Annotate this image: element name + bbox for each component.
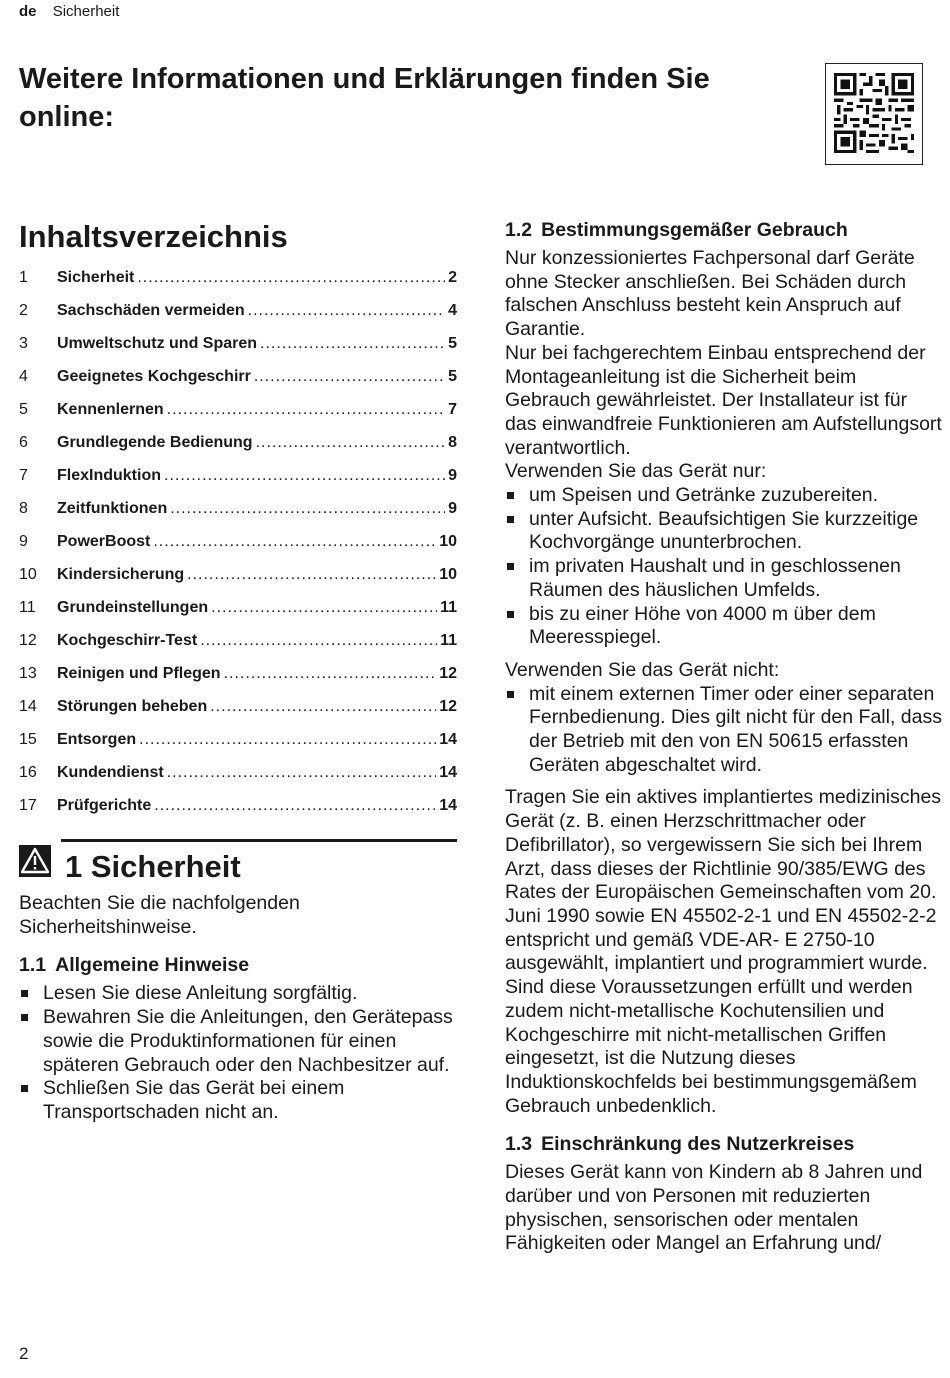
toc-entry-page: 7 — [448, 401, 457, 418]
toc-entry-page: 14 — [439, 731, 457, 748]
toc-leader — [256, 434, 446, 452]
toc-leader — [187, 566, 436, 584]
toc-entry[interactable] — [19, 533, 457, 566]
section-number: 1.1 — [19, 954, 47, 977]
toc-entry[interactable] — [19, 434, 457, 467]
left-column — [19, 218, 457, 1125]
paragraph: Dieses Gerät kann von Kindern ab 8 Jahren und darüber und von Personen mit reduzierten physischen, sensorischen oder mentalen Fähigkeiten oder Mangel an Erfahrung und/ — [505, 1161, 923, 1255]
toc-entry-label: PowerBoost — [57, 533, 151, 550]
list-item: Schließen Sie das Gerät bei einem Transportschaden nicht an. — [19, 1077, 457, 1124]
toc-entry-label: Kennenlernen — [57, 401, 164, 418]
toc-entry-label: Sicherheit — [57, 269, 135, 286]
toc-entry-page: 10 — [439, 533, 457, 550]
toc-entry[interactable] — [19, 302, 457, 335]
toc-entry-label: Sachschäden vermeiden — [57, 302, 245, 319]
toc-entry-page: 9 — [448, 467, 457, 484]
toc-entry[interactable] — [19, 467, 457, 500]
toc-entry-number: 3 — [19, 335, 28, 352]
toc-entry-label: Geeignetes Kochgeschirr — [57, 368, 251, 385]
toc-entry-page: 12 — [439, 698, 457, 715]
toc-entry-number: 9 — [19, 533, 28, 550]
toc-leader — [137, 269, 445, 287]
toc-entry[interactable] — [19, 698, 457, 731]
toc-entry[interactable] — [19, 500, 457, 533]
qr-code-icon — [825, 63, 923, 165]
section-heading-1-3 — [505, 1132, 942, 1156]
toc-entry-page: 11 — [440, 632, 457, 649]
language-code: de — [19, 3, 37, 20]
toc-entry-page: 14 — [439, 797, 457, 814]
toc-entry-number: 12 — [19, 632, 37, 649]
toc-entry-number: 15 — [19, 731, 37, 748]
toc-entry[interactable] — [19, 269, 457, 302]
chapter-title: 1 Sicherheit — [65, 849, 241, 884]
toc-leader — [167, 401, 445, 419]
toc-leader — [153, 533, 436, 551]
paragraph: Verwenden Sie das Gerät nur: — [505, 460, 767, 483]
toc-entry-page: 9 — [448, 500, 457, 517]
list-item: Bewahren Sie die Anleitungen, den Gerätepass sowie die Produktinformationen für einen späteren Gebrauch oder den Nachbesitzer auf. — [19, 1006, 457, 1077]
toc-entry-number: 1 — [19, 269, 28, 286]
online-info-heading: Weitere Informationen und Erklärungen finden Sie online: — [19, 63, 710, 133]
toc-entry-page: 10 — [439, 566, 457, 583]
toc-leader — [254, 368, 445, 386]
toc-leader — [164, 467, 445, 485]
section-number: 1.3 — [505, 1133, 533, 1156]
toc-entry-page: 5 — [448, 368, 457, 385]
toc-leader — [139, 731, 436, 749]
chapter-heading — [61, 839, 457, 892]
paragraph: Verwenden Sie das Gerät nicht: — [505, 658, 780, 681]
general-notes-list — [19, 982, 457, 1124]
toc-entry-number: 8 — [19, 500, 28, 517]
toc-entry-page: 5 — [448, 335, 457, 352]
warning-triangle-icon — [19, 845, 51, 882]
toc-entry[interactable] — [19, 797, 457, 830]
toc-entry-label: Grundeinstellungen — [57, 599, 209, 616]
toc-entry-number: 2 — [19, 302, 28, 319]
toc-entry-label: Prüfgerichte — [57, 797, 152, 814]
section-name: Sicherheit — [52, 3, 120, 20]
toc-title: Inhaltsverzeichnis — [19, 219, 288, 254]
right-column — [505, 218, 942, 1256]
chapter-intro: Beachten Sie die nachfolgenden Sicherheitshinweise. — [19, 892, 300, 938]
toc-entry-label: Störungen beheben — [57, 698, 208, 715]
toc-leader — [170, 500, 445, 518]
toc-leader — [200, 632, 437, 650]
toc-entry-label: Kundendienst — [57, 764, 164, 781]
toc-entry-label: Kindersicherung — [57, 566, 185, 583]
toc-entry-number: 17 — [19, 797, 37, 814]
toc-leader — [260, 335, 445, 353]
section-heading-1-2 — [505, 218, 942, 242]
toc-entry-label: Umweltschutz und Sparen — [57, 335, 258, 352]
page-header — [19, 3, 119, 20]
paragraph: Tragen Sie ein aktives implantiertes medizinisches Gerät (z. B. einen Herzschrittmacher oder Defibrillator), so vergewissern Sie sich bei Ihrem Arzt, dass dieses der Richtlinie 90/385/EWG des Rates der Europäischen Gemeinschaften vom 20. Juni 1990 sowie EN 45502-2-1 und EN 45502-2-2 entspricht und gemäß VDE-AR- E 2750-10 ausgewählt, implantiert und programmiert wurde. Sind diese Voraussetzungen erfüllt und werden zudem nicht-metallische Kochutensilien und Kochgeschirre mit nicht-metallischen Griffen eingesetzt, ist die Nutzung dieses Induktionskochfelds bei bestimmungsgemäßem Gebrauch unbedenklich. — [505, 786, 942, 1117]
permitted-use-list — [505, 484, 942, 650]
paragraph: Nur konzessioniertes Fachpersonal darf Geräte ohne Stecker anschließen. Bei Schäden durch falschen Anschluss besteht kein Anspruch auf Garantie. — [505, 247, 915, 341]
toc-entry-page: 2 — [448, 269, 457, 286]
section-number: 1.2 — [505, 219, 533, 241]
toc-leader — [210, 698, 436, 716]
toc-entry-page: 11 — [440, 599, 457, 616]
list-item: bis zu einer Höhe von 4000 m über dem Meeresspiegel. — [505, 603, 942, 650]
toc-entry-page: 14 — [439, 764, 457, 781]
toc-entry-label: Kochgeschirr-Test — [57, 632, 198, 649]
toc-entry-number: 7 — [19, 467, 28, 484]
toc-entry-label: Entsorgen — [57, 731, 137, 748]
list-item: um Speisen und Getränke zuzubereiten. — [505, 484, 942, 508]
section-title: Bestimmungsgemäßer Gebrauch — [541, 219, 848, 241]
paragraph: Nur bei fachgerechtem Einbau entsprechend der Montageanleitung ist die Sicherheit beim Gebrauch gewährleistet. Der Installateur ist für das einwandfreie Funktionieren am Aufstellungsort verantwortlich. — [505, 341, 942, 459]
toc-entry[interactable] — [19, 731, 457, 764]
section-title: Einschränkung des Nutzerkreises — [541, 1133, 855, 1156]
toc-leader — [211, 599, 437, 617]
toc-leader — [224, 665, 437, 683]
toc-entry-label: FlexInduktion — [57, 467, 161, 484]
toc-entry-number: 16 — [19, 764, 37, 781]
toc-list — [19, 269, 457, 830]
toc-entry[interactable] — [19, 566, 457, 599]
toc-entry-number: 6 — [19, 434, 28, 451]
toc-entry-number: 5 — [19, 401, 28, 418]
toc-entry[interactable] — [19, 335, 457, 368]
list-item: mit einem externen Timer oder einer separaten Fernbedienung. Dies gilt nicht für den Fall, dass der Betrieb mit den von EN 50615 erfassten Geräten abgeschaltet wird. — [505, 683, 942, 778]
page-number: 2 — [19, 1344, 29, 1363]
toc-entry-number: 4 — [19, 368, 28, 385]
toc-leader — [167, 764, 437, 782]
toc-entry-number: 13 — [19, 665, 37, 682]
toc-entry[interactable] — [19, 368, 457, 401]
toc-entry-number: 11 — [19, 599, 36, 616]
list-item: unter Aufsicht. Beaufsichtigen Sie kurzzeitige Kochvorgänge ununterbrochen. — [505, 508, 942, 555]
toc-entry-number: 14 — [19, 698, 37, 715]
toc-entry[interactable] — [19, 599, 457, 632]
toc-entry-page: 4 — [448, 302, 457, 319]
toc-entry-label: Reinigen und Pflegen — [57, 665, 221, 682]
section-heading-1-1 — [19, 953, 457, 977]
toc-entry-page: 8 — [448, 434, 457, 451]
toc-entry-label: Grundlegende Bedienung — [57, 434, 253, 451]
toc-entry[interactable] — [19, 632, 457, 665]
toc-entry-label: Zeitfunktionen — [57, 500, 168, 517]
prohibited-use-list — [505, 683, 942, 778]
section-title: Allgemeine Hinweise — [55, 954, 250, 977]
toc-leader — [248, 302, 445, 320]
list-item: Lesen Sie diese Anleitung sorgfältig. — [19, 982, 457, 1006]
toc-entry-page: 12 — [439, 665, 457, 682]
toc-entry[interactable] — [19, 665, 457, 698]
toc-entry[interactable] — [19, 401, 457, 434]
toc-entry[interactable] — [19, 764, 457, 797]
list-item: im privaten Haushalt und in geschlossenen Räumen des häuslichen Umfelds. — [505, 555, 942, 602]
toc-leader — [154, 797, 436, 815]
toc-entry-number: 10 — [19, 566, 37, 583]
